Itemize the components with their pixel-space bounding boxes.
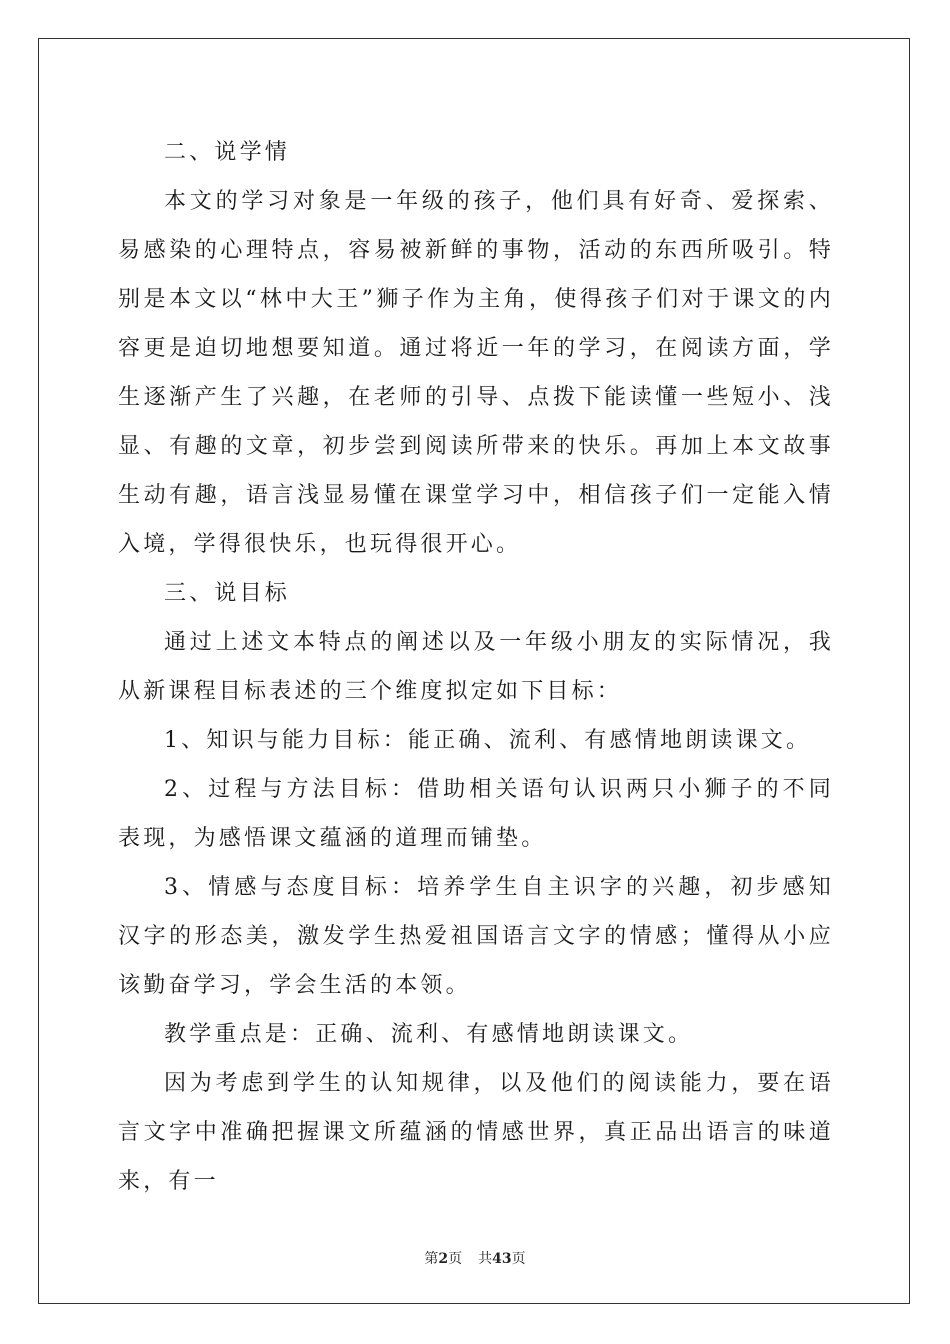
document-body bbox=[118, 128, 834, 1206]
objective-item-3: 3、情感与态度目标：培养学生自主识字的兴趣，初步感知汉字的形态美，激发学生热爱祖国语言文字的情感；懂得从小应该勤奋学习，学会生活的本领。 bbox=[118, 875, 834, 998]
footer-total-suffix: 页 bbox=[511, 1251, 526, 1267]
section-heading-student-analysis: 二、说学情 bbox=[164, 140, 291, 165]
footer-total-prefix: 共 bbox=[478, 1251, 493, 1267]
paragraph-teaching-focus: 教学重点是：正确、流利、有感情地朗读课文。 bbox=[164, 1022, 694, 1047]
footer-page-prefix: 第 bbox=[424, 1251, 439, 1267]
paragraph-reasoning: 因为考虑到学生的认知规律，以及他们的阅读能力，要在语言文字中准确把握课文所蕴涵的情感世界，真正品出语言的味道来，有一 bbox=[118, 1071, 834, 1194]
objective-item-1: 1、知识与能力目标：能正确、流利、有感情地朗读课文。 bbox=[164, 728, 812, 753]
section-heading-objectives: 三、说目标 bbox=[164, 581, 291, 606]
page-footer bbox=[0, 1248, 950, 1268]
footer-page-total: 43 bbox=[492, 1251, 512, 1267]
paragraph-objectives-intro: 通过上述文本特点的阐述以及一年级小朋友的实际情况，我从新课程目标表述的三个维度拟定如下目标： bbox=[118, 630, 834, 704]
objective-item-2: 2、过程与方法目标：借助相关语句认识两只小狮子的不同表现，为感悟课文蕴涵的道理而铺垫。 bbox=[118, 777, 834, 851]
footer-page-suffix: 页 bbox=[448, 1251, 463, 1267]
footer-page-current: 2 bbox=[438, 1251, 449, 1267]
paragraph-student-analysis: 本文的学习对象是一年级的孩子，他们具有好奇、爱探索、易感染的心理特点，容易被新鲜的事物，活动的东西所吸引。特别是本文以“林中大王”狮子作为主角，使得孩子们对于课文的内容更是迫切地想要知道。通过将近一年的学习，在阅读方面，学生逐渐产生了兴趣，在老师的引导、点拨下能读懂一些短小、浅显、有趣的文章，初步尝到阅读所带来的快乐。再加上本文故事生动有趣，语言浅显易懂在课堂学习中，相信孩子们一定能入情入境，学得很快乐，也玩得很开心。 bbox=[118, 189, 834, 557]
